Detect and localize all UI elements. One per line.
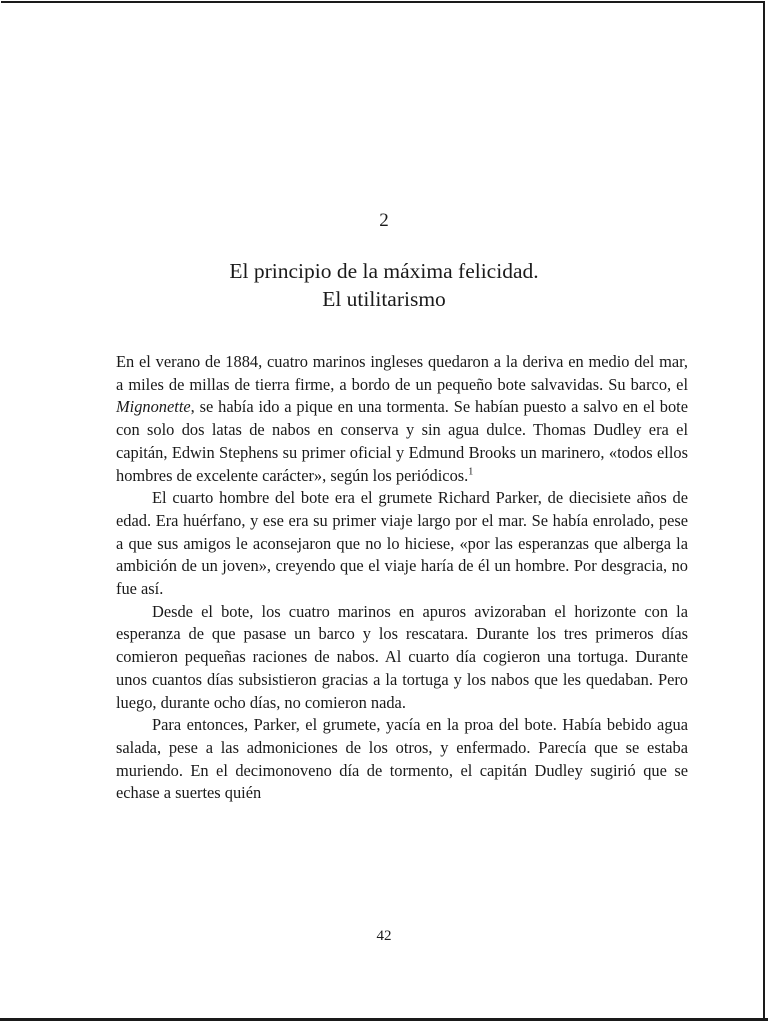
chapter-title-line-2: El utilitarismo [322,287,446,311]
footnote-reference: 1 [468,466,474,478]
ship-name: Mignonette [116,397,191,417]
paragraph-2: El cuarto hombre del bote era el grumete Richard Parker, de diecisiete años de edad. Era huérfano, y ese era su primer viaje largo por el mar. Se había enrolado, pese a que sus amigos le aconsejaron que no lo hiciese, «por las esperanzas que alberga la ambición de un joven», creyendo que el viaje haría de él un hombre. Por desgracia, no fue así. [116,488,688,599]
paragraph-4: Para entonces, Parker, el grumete, yacía en la proa del bote. Había bebido agua salada, pese a las admoniciones de los otros, y enfermado. Parecía que se estaba muriendo. En el decimonoveno día de tormento, el capitán Dudley sugirió que se echase a suertes quién [116,715,688,803]
chapter-title-line-1: El principio de la máxima felicidad. [229,259,539,283]
bottom-rule [0,1018,768,1021]
paragraph-3: Desde el bote, los cuatro marinos en apuros avizoraban el horizonte con la esperanza de que pasase un barco y los rescatara. Durante los tres primeros días comieron pequeñas raciones de nabos. Al cuarto día cogieron una tortuga. Durante unos cuantos días subsistieron gracias a la tortuga y los nabos que les quedaban. Pero luego, durante ocho días, no comieron nada. [116,601,688,712]
chapter-number: 2 [379,210,389,231]
body-text [116,351,688,805]
page-number: 42 [376,928,392,944]
chapter-title [0,257,768,313]
paragraph-1 [116,351,688,487]
paragraph-1-text-a: En el verano de 1884, cuatro marinos ingleses quedaron a la deriva en medio del mar, a miles de millas de tierra firme, a bordo de un pequeño bote salvavidas. Su barco, el [116,352,688,394]
paragraph-1-text-b: , se había ido a pique en una tormenta. Se habían puesto a salvo en el bote con solo dos latas de nabos en conserva y sin agua dulce. Thomas Dudley era el capitán, Edwin Stephens su primer oficial y Edmund Brooks un marinero, «todos ellos hombres de excelente carácter», según los periódicos. [116,397,688,485]
